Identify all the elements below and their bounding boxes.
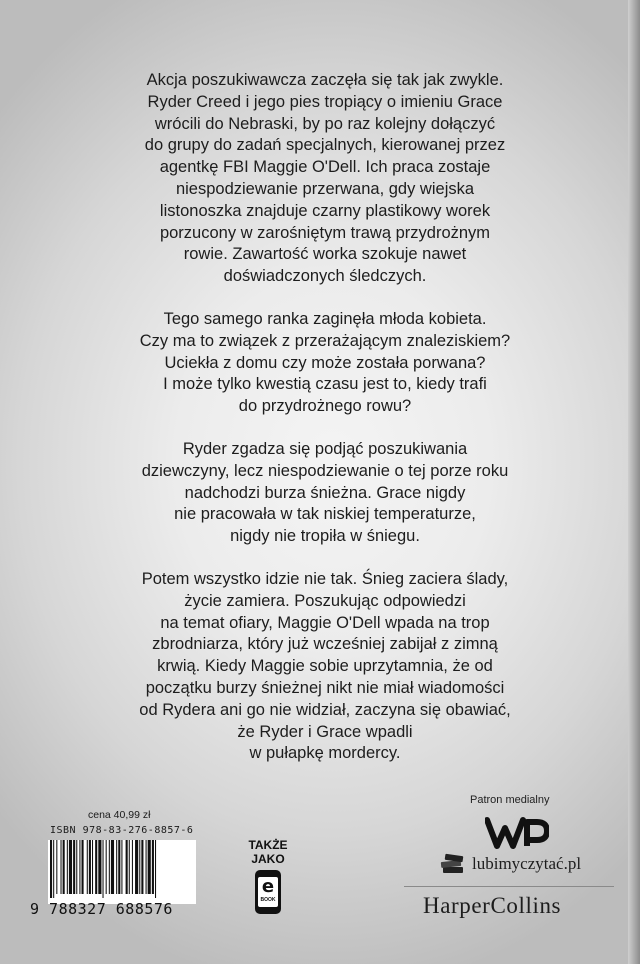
ebook-letter: e [261, 876, 275, 897]
barcode-bar [89, 840, 91, 894]
divider [404, 886, 614, 887]
barcode-bar [152, 840, 154, 894]
barcode-bar [106, 840, 107, 894]
barcode-bar [155, 840, 156, 898]
barcode-bar [98, 840, 101, 894]
barcode-bar [141, 840, 143, 894]
barcode-bar [118, 840, 120, 894]
barcode-bar [79, 840, 80, 894]
ebook-badge [238, 838, 298, 914]
barcode-bar [61, 840, 62, 894]
barcode-bar [121, 840, 122, 894]
barcode-bar [139, 840, 140, 894]
barcode-bar [92, 840, 93, 894]
ebook-line-1: TAKŻE [248, 838, 288, 852]
blurb-text [90, 70, 560, 786]
barcode-bar [82, 840, 84, 894]
barcode-bar [56, 840, 57, 894]
wp-logo-icon [485, 816, 549, 855]
barcode-bar [109, 840, 110, 894]
blurb-paragraph-4: Potem wszystko idzie nie tak. Śnieg zaciera ślady, życie zamiera. Poszukując odpowiedzi na temat ofiary, Maggie O'Dell wpada na trop zbrodniarza, który już wcześniej zabijał z zimną krwią. Kiedy Maggie sobie uprzytamnia, że od początku burzy śnieżnej nikt nie miał wiadomości od Rydera ani go nie widział, zaczyna się obawiać, że Ryder i Grace wpadli w pułapkę mordercy. [139, 569, 511, 763]
price-label: cena 40,99 zł [88, 809, 151, 821]
barcode-bar [148, 840, 151, 894]
blurb-paragraph-2: Tego samego ranka zaginęła młoda kobieta. Czy ma to związek z przerażającym znaleziskiem? Uciekła z domu czy może została porwana? I może tylko kwestią czasu jest to, kiedy trafi do przydrożnego rowu? [139, 309, 511, 416]
book-stack-icon [440, 853, 466, 875]
ebook-line-2: JAKO [251, 852, 285, 866]
ebook-word: BOOK [260, 897, 276, 903]
publisher-logo: HarperCollins [423, 893, 562, 918]
barcode-number: 9 788327 688576 [30, 900, 173, 918]
barcode-bar [67, 840, 68, 894]
barcode-bar [116, 840, 117, 894]
barcode-bar [87, 840, 88, 894]
barcode-bar [69, 840, 72, 894]
barcode-icon [48, 840, 196, 904]
barcode-bar [135, 840, 138, 894]
ebook-phone-icon [255, 870, 281, 914]
patron-label: Patron medialny [470, 794, 550, 806]
barcode-bar [111, 840, 114, 894]
barcode-bar [126, 840, 128, 894]
barcode-bar [132, 840, 133, 894]
blurb-paragraph-1: Akcja poszukiwawcza zaczęła się tak jak zwykle. Ryder Creed i jego pies tropiący o imieniu Grace wrócili do Nebraski, by po raz kolejny dołączyć do grupy do zadań specjalnych, kierowanej przez agentkę FBI Maggie O'Dell. Ich praca zostaje niespodziewanie przerwana, gdy wiejska listonoszka znajduje czarny plastikowy worek porzucony w zarośniętym trawą przydrożnym rowie. Zawartość worka szokuje nawet doświadczonych śledczych. [144, 71, 506, 286]
barcode-bar [50, 840, 52, 898]
blurb-paragraph-3: Ryder zgadza się podjąć poszukiwania dziewczyny, lecz niespodziewanie o tej porze roku nadchodzi burza śnieżna. Grace nigdy nie pracowała w tak niskiej temperaturze, nigdy nie tropiła w śniegu. [141, 439, 509, 546]
barcode-bar [53, 840, 54, 898]
cover-edge [628, 0, 640, 964]
barcode-bar [76, 840, 77, 894]
lubimyczytac-logo [440, 853, 581, 875]
isbn-label: ISBN 978-83-276-8857-6 [50, 825, 194, 836]
barcode-bar [146, 840, 147, 894]
barcode-bar [63, 840, 65, 894]
lubimyczytac-text: lubimyczytać.pl [472, 854, 582, 873]
barcode-bar [73, 840, 75, 894]
barcode-bar [95, 840, 97, 894]
barcode-bar [103, 840, 104, 898]
barcode-bar [129, 840, 130, 894]
